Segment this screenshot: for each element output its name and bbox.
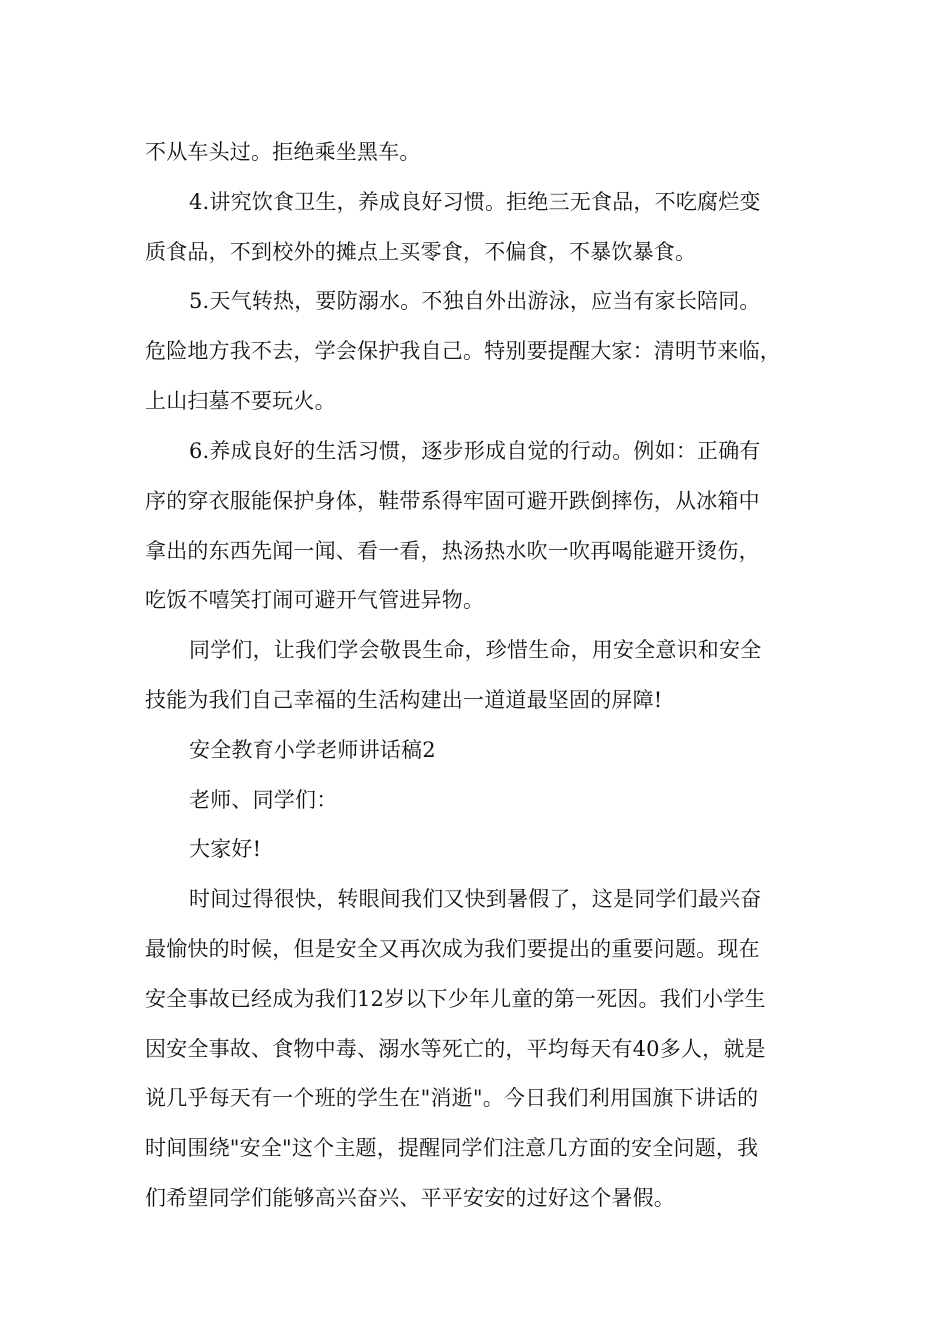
text-line: 最愉快的时候，但是安全又再次成为我们要提出的重要问题。现在	[145, 937, 760, 961]
text-line: 危险地方我不去，学会保护我自己。特别要提醒大家：清明节来临，	[145, 339, 781, 363]
text-line: 说几乎每天有一个班的学生在"消逝"。今日我们利用国旗下讲话的	[145, 1086, 759, 1110]
greeting: 大家好!	[189, 837, 262, 861]
text-line: 序的穿衣服能保护身体，鞋带系得牢固可避开跌倒摔伤，从冰箱中	[145, 489, 760, 513]
text-line: 上山扫墓不要玩火。	[145, 389, 336, 413]
text-line: 5.天气转热，要防溺水。不独自外出游泳，应当有家长陪同。	[189, 289, 761, 313]
text-line: 安全事故已经成为我们12岁以下少年儿童的第一死因。我们小学生	[145, 987, 766, 1011]
text-line: 技能为我们自己幸福的生活构建出一道道最坚固的屏障!	[145, 688, 663, 712]
text-line: 4.讲究饮食卫生，养成良好习惯。拒绝三无食品，不吃腐烂变	[189, 190, 761, 214]
text-line: 质食品，不到校外的摊点上买零食，不偏食，不暴饮暴食。	[145, 240, 697, 264]
text-line: 时间过得很快，转眼间我们又快到暑假了，这是同学们最兴奋	[189, 887, 762, 911]
section-heading: 安全教育小学老师讲话稿2	[189, 738, 436, 762]
text-line: 同学们，让我们学会敬畏生命，珍惜生命，用安全意识和安全	[189, 638, 762, 662]
text-line: 时间围绕"安全"这个主题，提醒同学们注意几方面的安全问题，我	[145, 1136, 759, 1160]
text-line: 吃饭不嘻笑打闹可避开气管进异物。	[145, 588, 485, 612]
text-line: 拿出的东西先闻一闻、看一看，热汤热水吹一吹再喝能避开烫伤，	[145, 539, 760, 563]
text-line: 不从车头过。拒绝乘坐黑车。	[145, 140, 421, 164]
text-line: 因安全事故、食物中毒、溺水等死亡的，平均每天有40多人，就是	[145, 1037, 766, 1061]
salutation: 老师、同学们：	[189, 788, 338, 812]
text-line: 们希望同学们能够高兴奋兴、平平安安的过好这个暑假。	[145, 1186, 675, 1210]
text-line: 6.养成良好的生活习惯，逐步形成自觉的行动。例如：正确有	[189, 439, 761, 463]
